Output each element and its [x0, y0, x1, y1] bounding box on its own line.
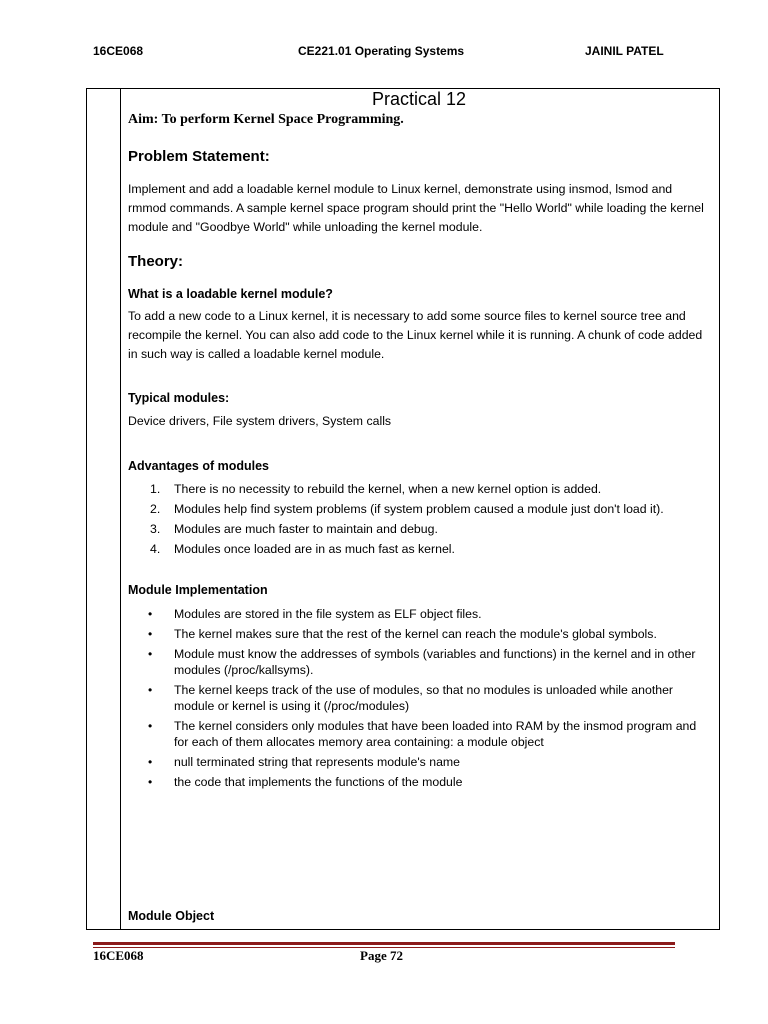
list-item-text: null terminated string that represents module's name: [174, 755, 461, 769]
list-item: [128, 501, 712, 517]
problem-statement-heading: Problem Statement:: [128, 148, 270, 165]
list-item: [128, 626, 712, 642]
bullet-icon: •: [148, 607, 153, 621]
list-item: [128, 646, 712, 678]
implementation-heading: Module Implementation: [128, 583, 268, 597]
list-item-text: The kernel makes sure that the rest of the kernel can reach the module's global symbols.: [174, 627, 657, 641]
list-item: [128, 541, 712, 557]
list-item-text: Modules once loaded are in as much fast as kernel.: [174, 542, 455, 556]
implementation-list: [128, 606, 712, 790]
list-item-text: the code that implements the functions of the module: [174, 775, 463, 789]
footer-course-id: 16CE068: [93, 948, 144, 963]
typical-modules-text: Device drivers, File system drivers, System calls: [128, 414, 392, 428]
list-number: 4.: [150, 542, 161, 556]
bullet-icon: •: [148, 647, 153, 661]
bullet-icon: •: [148, 719, 153, 733]
list-number: 2.: [150, 502, 161, 516]
list-number: 3.: [150, 522, 161, 536]
module-object-heading: Module Object: [128, 909, 215, 923]
list-item: [128, 481, 712, 497]
typical-modules-heading: Typical modules:: [128, 391, 230, 405]
list-item: [128, 682, 712, 714]
problem-statement-text: Implement and add a loadable kernel module to Linux kernel, demonstrate using insmod, lsmod and rmmod commands. A sample kernel space program should print the "Hello World" while loading the kernel module and "Goodbye World" while unloading the kernel module.: [128, 182, 704, 234]
bullet-icon: •: [148, 683, 153, 697]
advantages-heading: Advantages of modules: [128, 459, 269, 473]
list-item-text: Modules are much faster to maintain and debug.: [174, 522, 438, 536]
header-course-title: CE221.01 Operating Systems: [298, 44, 465, 58]
list-item-text: The kernel keeps track of the use of modules, so that no modules is unloaded while another module or kernel is using it (/proc/modules): [174, 683, 674, 713]
theory-heading: Theory:: [128, 253, 184, 270]
list-item: [128, 718, 712, 750]
bullet-icon: •: [148, 755, 153, 769]
list-item: [128, 754, 712, 770]
lkm-question: What is a loadable kernel module?: [128, 287, 333, 301]
list-number: 1.: [150, 482, 161, 496]
page-number: Page 72: [360, 948, 403, 963]
footer-rule-thick: [93, 942, 675, 945]
page-title: Practical 12: [372, 89, 467, 109]
list-item-text: Modules help find system problems (if system problem caused a module just don't load it).: [174, 502, 664, 516]
header-course-id: 16CE068: [93, 44, 144, 58]
list-item: [128, 606, 712, 622]
frame-margin-line: [120, 88, 121, 930]
list-item-text: Modules are stored in the file system as ELF object files.: [174, 607, 482, 621]
list-item: [128, 774, 712, 790]
header-author: JAINIL PATEL: [585, 44, 664, 58]
lkm-answer: To add a new code to a Linux kernel, it is necessary to add some source files to kernel source tree and recompile the kernel. You can also add code to the Linux kernel while it is running. A chunk of code added in such way is called a loadable kernel module.: [128, 309, 703, 361]
bullet-icon: •: [148, 627, 153, 641]
aim-line: Aim: To perform Kernel Space Programming.: [128, 112, 404, 127]
list-item-text: There is no necessity to rebuild the kernel, when a new kernel option is added.: [174, 482, 602, 496]
bullet-icon: •: [148, 775, 153, 789]
list-item: [128, 521, 712, 537]
advantages-list: [128, 481, 712, 557]
list-item-text: Module must know the addresses of symbols (variables and functions) in the kernel and in other modules (/proc/kallsyms).: [174, 647, 696, 677]
list-item-text: The kernel considers only modules that have been loaded into RAM by the insmod program and for each of them allocates memory area containing: a module object: [174, 719, 697, 749]
